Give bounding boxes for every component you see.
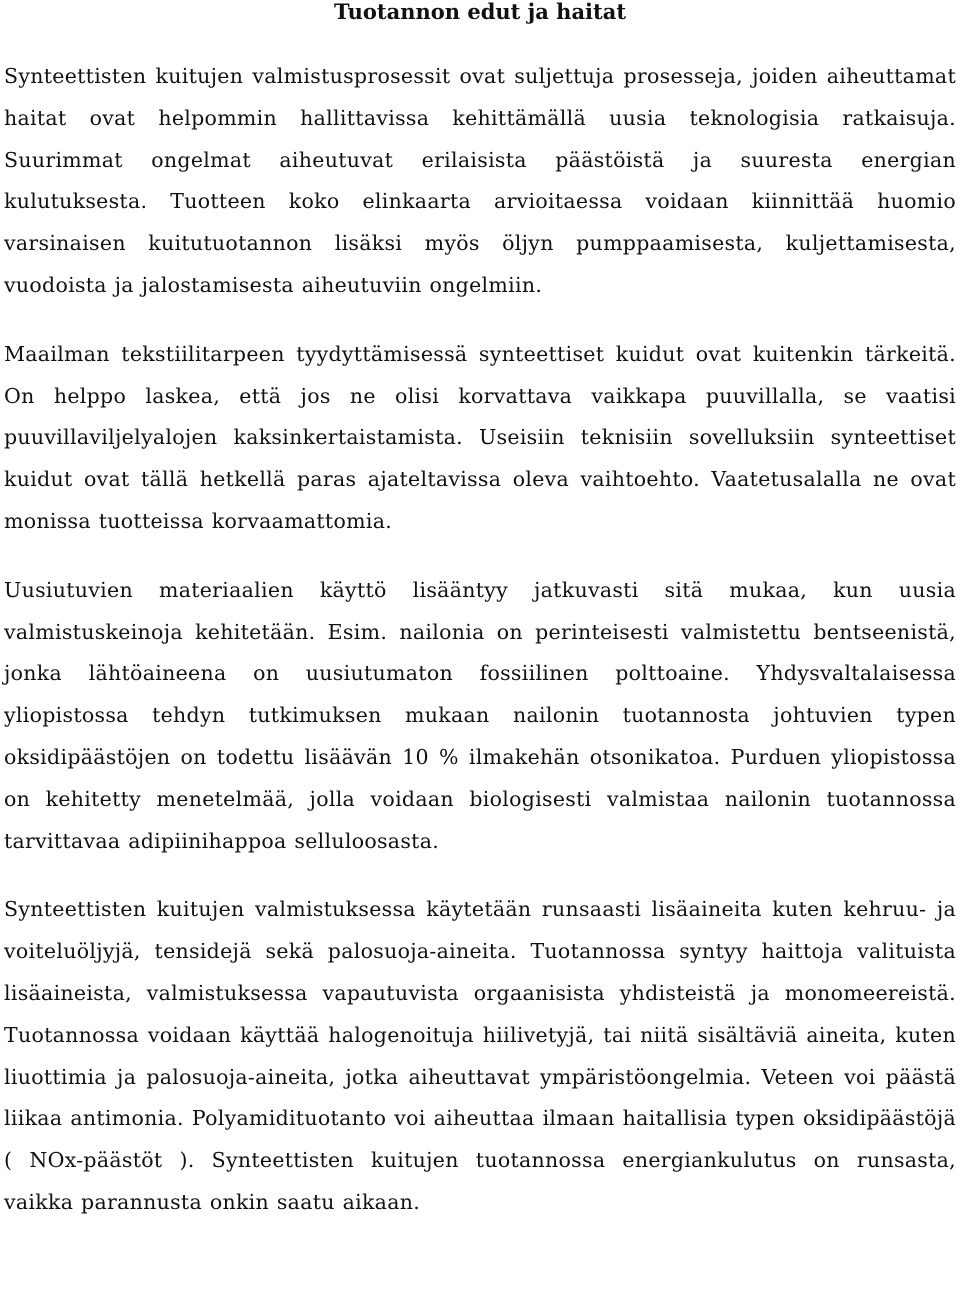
document-page	[4, 0, 956, 1224]
paragraph-4: Synteettisten kuitujen valmistuksessa käytetään runsaasti lisäaineita kuten kehruu- ja voiteluöljyjä, tensidejä sekä palosuoja-aineita. Tuotannossa syntyy haittoja valituista lisäaineista, valmistuksessa vapautuvista orgaanisista yhdisteistä ja monomeereistä. Tuotannossa voidaan käyttää halogenoituja hiilivetyjä, tai niitä sisältäviä aineita, kuten liuottimia ja palosuoja-aineita, jotka aiheuttavat ympäristöongelmia. Veteen voi päästä liikaa antimonia. Polyamidituotanto voi aiheuttaa ilmaan haitallisia typen oksidipäästöjä ( NOx-päästöt ). Synteettisten kuitujen tuotannossa energiankulutus on runsasta, vaikka parannusta onkin saatu aikaan.	[4, 897, 956, 1214]
paragraph-3: Uusiutuvien materiaalien käyttö lisääntyy jatkuvasti sitä mukaa, kun uusia valmistuskeinoja kehitetään. Esim. nailonia on perinteisesti valmistettu bentseenistä, jonka lähtöaineena on uusiutumaton fossiilinen polttoaine. Yhdysvaltalaisessa yliopistossa tehdyn tutkimuksen mukaan nailonin tuotannosta johtuvien typen oksidipäästöjen on todettu lisäävän 10 % ilmakehän otsonikatoa. Purduen yliopistossa on kehitetty menetelmää, jolla voidaan biologisesti valmistaa nailonin tuotannossa tarvittavaa adipiinihappoa selluloosasta.	[4, 577, 956, 853]
paragraph-2: Maailman tekstiilitarpeen tyydyttämisessä synteettiset kuidut ovat kuitenkin tärkeitä. On helppo laskea, että jos ne olisi korvattava vaikkapa puuvillalla, se vaatisi puuvillaviljelyalojen kaksinkertaistamista. Useisiin teknisiin sovelluksiin synteettiset kuidut ovat tällä hetkellä paras ajateltavissa oleva vaihtoehto. Vaatetusalalla ne ovat monissa tuotteissa korvaamattomia.	[4, 341, 956, 533]
document-title: Tuotannon edut ja haitat	[333, 0, 627, 24]
paragraph-1: Synteettisten kuitujen valmistusprosessit ovat suljettuja prosesseja, joiden aiheuttamat haitat ovat helpommin hallittavissa kehittämällä uusia teknologisia ratkaisuja. Suurimmat ongelmat aiheutuvat erilaisista päästöistä ja suuresta energian kulutuksesta. Tuotteen koko elinkaarta arvioitaessa voidaan kiinnittää huomio varsinaisen kuitutuotannon lisäksi myös öljyn pumppaamisesta, kuljettamisesta, vuodoista ja jalostamisesta aiheutuviin ongelmiin.	[4, 64, 956, 297]
